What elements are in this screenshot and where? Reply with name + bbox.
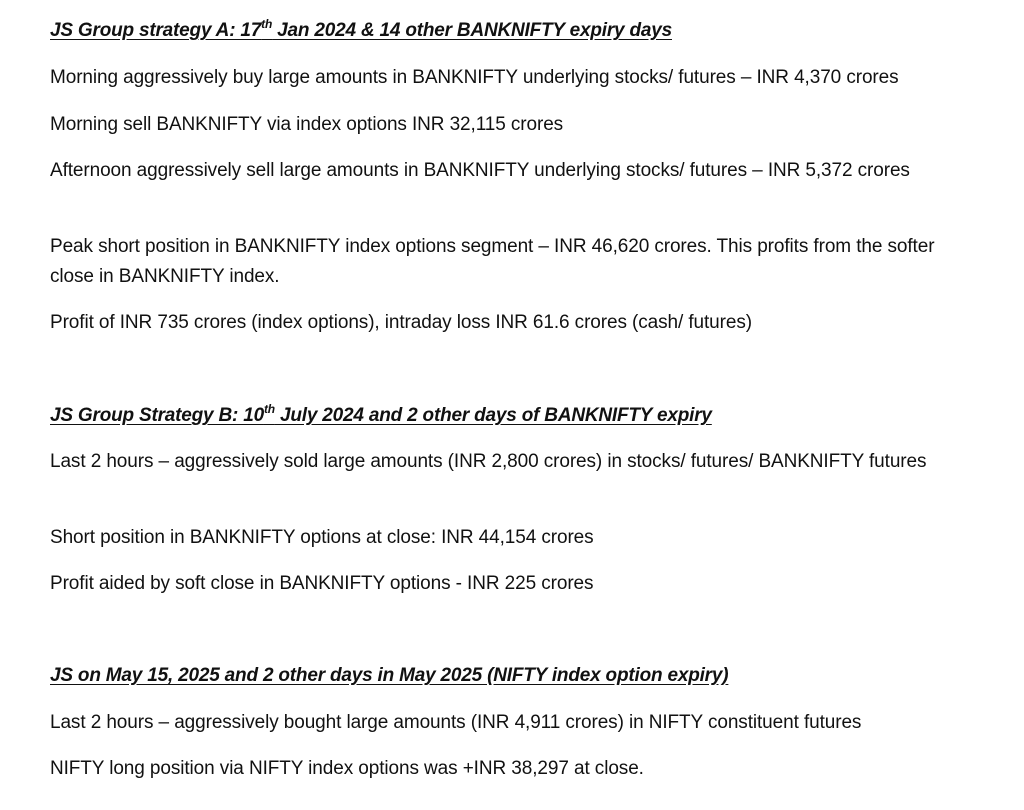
section-a-paragraph: Peak short position in BANKNIFTY index options segment – INR 46,620 crores. This profits from the softer close in BANKNIFTY index. [50,236,935,287]
section-a-paragraph: Morning aggressively buy large amounts in BANKNIFTY underlying stocks/ futures – INR 4,370 crores [50,67,899,88]
section-a-paragraph: Afternoon aggressively sell large amounts in BANKNIFTY underlying stocks/ futures – INR 5,372 crores [50,160,910,181]
section-a-heading-sup: th [261,16,273,31]
section-b-heading-prefix: JS Group Strategy B: 10 [50,405,264,426]
section-b-heading-suffix: July 2024 and 2 other days of BANKNIFTY expiry [274,405,712,426]
section-a-paragraph: Morning sell BANKNIFTY via index options INR 32,115 crores [50,114,564,135]
section-b-heading [50,401,712,427]
section-b-paragraph: Profit aided by soft close in BANKNIFTY options - INR 225 crores [50,573,594,594]
section-a-heading-suffix: Jan 2024 & 14 other BANKNIFTY expiry days [272,20,672,41]
section-a-heading-prefix: JS Group strategy A: 17 [50,20,262,41]
section-a-paragraph: Profit of INR 735 crores (index options), intraday loss INR 61.6 crores (cash/ futures) [50,312,752,333]
section-b-paragraph: Last 2 hours – aggressively sold large amounts (INR 2,800 crores) in stocks/ futures/ BANKNIFTY futures [50,451,927,472]
section-b-paragraph: Short position in BANKNIFTY options at close: INR 44,154 crores [50,527,594,548]
section-c-heading: JS on May 15, 2025 and 2 other days in May 2025 (NIFTY index option expiry) [50,665,729,686]
section-c-paragraph: NIFTY long position via NIFTY index options was +INR 38,297 at close. [50,758,644,779]
section-c-paragraph: Last 2 hours – aggressively bought large amounts (INR 4,911 crores) in NIFTY constituent futures [50,712,862,733]
section-a-heading [50,16,672,42]
section-b-heading-sup: th [263,401,275,416]
